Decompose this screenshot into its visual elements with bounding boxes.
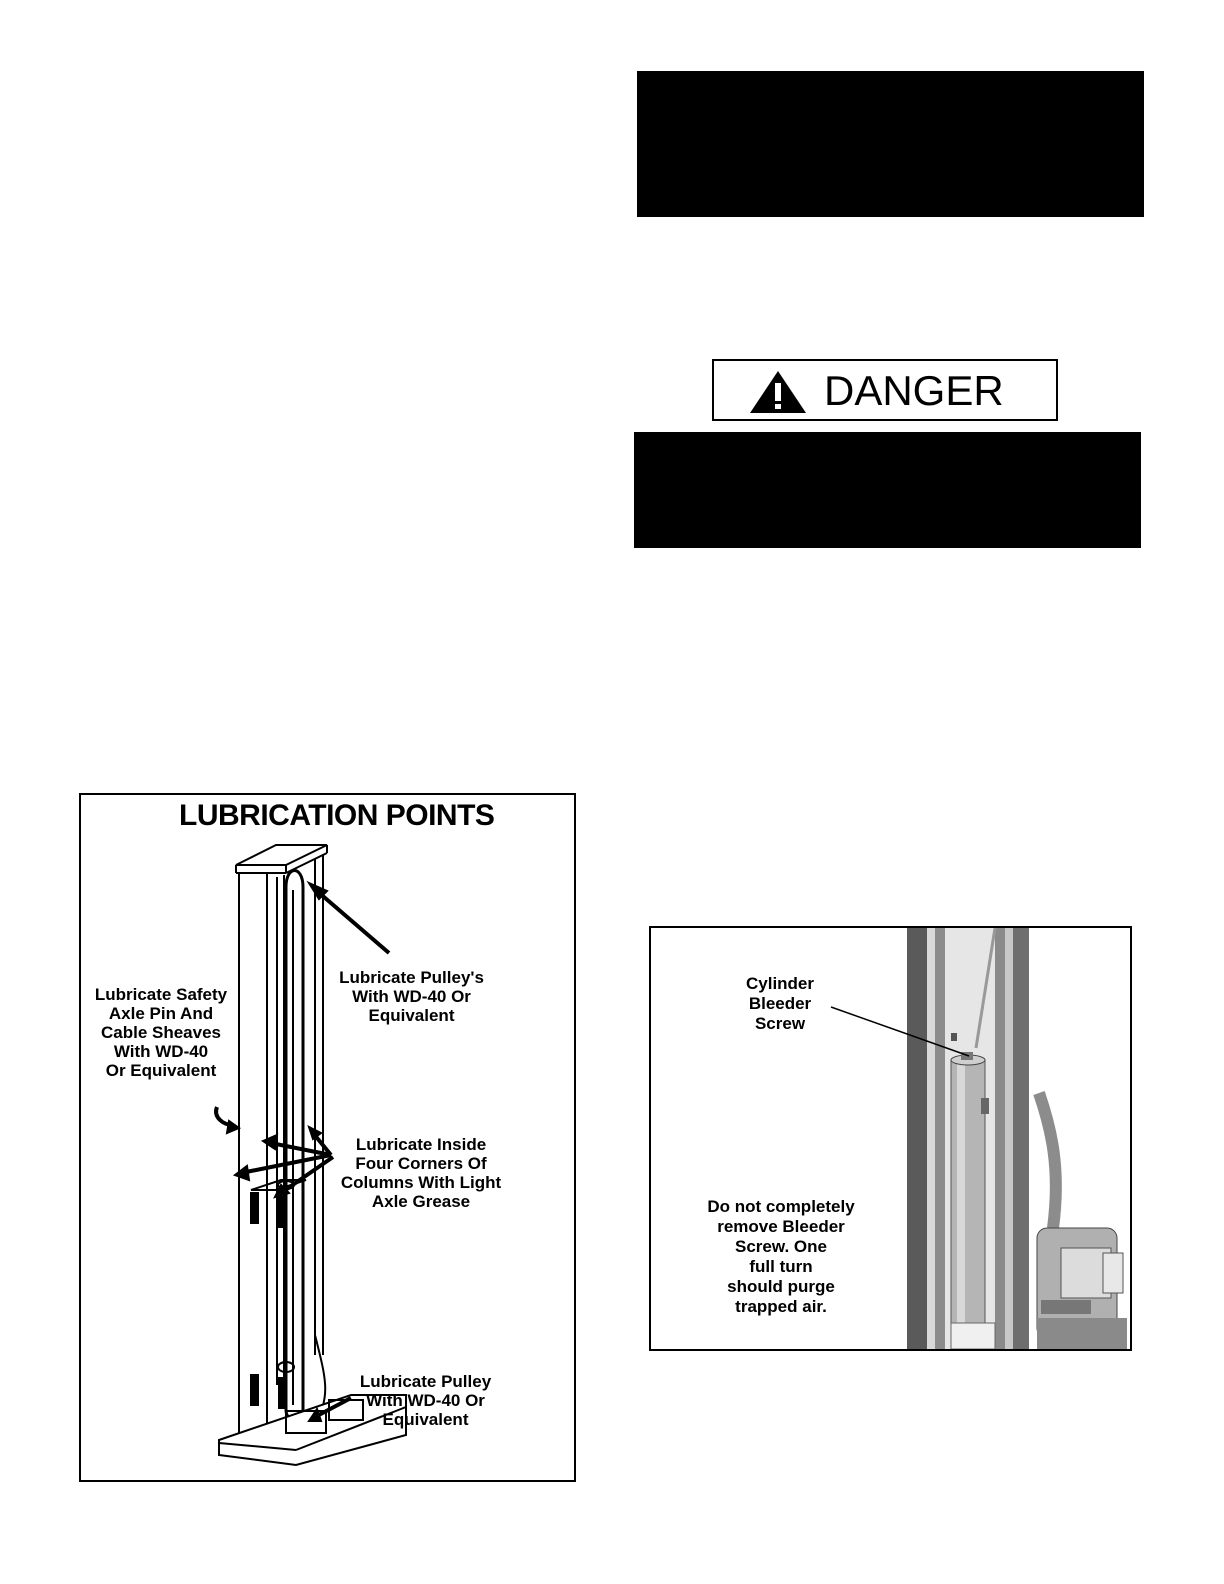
callout-line: Lubricate Pulley's — [339, 968, 484, 987]
danger-word: DANGER — [824, 367, 1004, 414]
callout-line: Axle Pin And — [108, 1004, 214, 1023]
lubrication-figure-title: LUBRICATION POINTS — [179, 799, 495, 832]
note-line: should purge — [727, 1277, 835, 1296]
label-line: Cylinder — [745, 974, 815, 993]
lubrication-points-figure — [79, 793, 576, 1482]
callout-line: Lubricate Inside — [355, 1135, 487, 1154]
note-line: trapped air. — [735, 1297, 827, 1316]
callout-pulley-bottom — [343, 1372, 508, 1429]
danger-label — [712, 359, 1058, 421]
note-line: full turn — [749, 1257, 813, 1276]
label-line: Bleeder — [748, 994, 812, 1013]
callout-line: Columns With Light — [340, 1173, 502, 1192]
danger-black-box — [634, 432, 1141, 548]
callout-pulleys-top — [329, 968, 494, 1025]
callout-inside-corners — [331, 1135, 511, 1211]
bleeder-screw-figure — [649, 926, 1132, 1351]
callout-line: Equivalent — [382, 1410, 469, 1429]
callout-line: With WD-40 Or — [352, 987, 471, 1006]
callout-safety-axle — [87, 985, 235, 1080]
callout-line: Cable Sheaves — [100, 1023, 221, 1042]
note-line: remove Bleeder — [717, 1217, 845, 1236]
label-line: Screw — [754, 1014, 806, 1033]
callout-line: With WD-40 Or — [366, 1391, 485, 1410]
callout-line: Axle Grease — [371, 1192, 471, 1211]
callout-line: With WD-40 — [113, 1042, 209, 1061]
callout-line: Equivalent — [368, 1006, 455, 1025]
warning-triangle-icon — [748, 369, 808, 415]
bleeder-note — [671, 1197, 891, 1317]
note-line: Do not completely — [707, 1197, 855, 1216]
callout-line: Lubricate Safety — [94, 985, 228, 1004]
bleeder-screw-label — [725, 974, 835, 1034]
callout-line: Four Corners Of — [355, 1154, 487, 1173]
callout-line: Or Equivalent — [105, 1061, 217, 1080]
top-black-box — [637, 71, 1144, 217]
callout-line: Lubricate Pulley — [359, 1372, 492, 1391]
note-line: Screw. One — [735, 1237, 827, 1256]
